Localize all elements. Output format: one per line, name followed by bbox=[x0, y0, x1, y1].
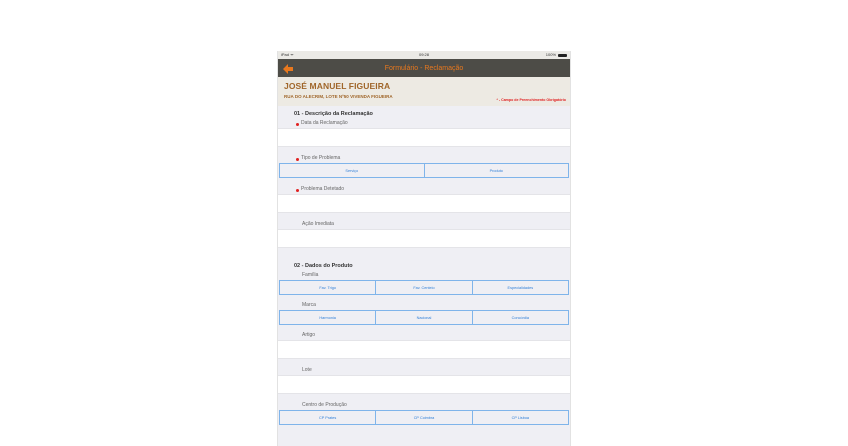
clock: 09:28 bbox=[418, 52, 429, 57]
battery-icon bbox=[558, 54, 567, 57]
label-text: Tipo de Problema bbox=[301, 155, 341, 161]
label-text: Problema Detetado bbox=[301, 186, 345, 192]
marca-segmented bbox=[279, 310, 569, 325]
tipo-problema-segmented bbox=[279, 163, 569, 178]
customer-name: JOSÉ MANUEL FIGUEIRA bbox=[284, 81, 391, 91]
page-title: Formulário - Reclamação bbox=[384, 64, 464, 72]
option-concordia[interactable]: Concórdia bbox=[511, 315, 529, 320]
option-servico[interactable]: Serviço bbox=[280, 164, 425, 177]
lote-field[interactable] bbox=[278, 375, 570, 394]
option-cp-lisboa[interactable]: CP Lisboa bbox=[511, 415, 530, 420]
artigo-field[interactable] bbox=[278, 340, 570, 359]
option-cp-prates[interactable]: CP Prates bbox=[280, 411, 376, 424]
label-marca: Marca bbox=[302, 302, 316, 308]
required-fields-note: * - Campo de Preenchimento Obrigatório bbox=[496, 98, 566, 102]
label-text: Data da Reclamação bbox=[301, 120, 348, 126]
centro-producao-segmented bbox=[279, 410, 569, 425]
battery-percent: 100% bbox=[545, 52, 556, 57]
label-lote: Lote bbox=[302, 367, 312, 373]
label-problema-detetado bbox=[278, 185, 570, 194]
label-data-reclamacao bbox=[278, 119, 570, 128]
option-especialidades[interactable]: Especialidades bbox=[507, 285, 534, 290]
option-cp-coimbra[interactable]: CP Coimbra bbox=[376, 411, 472, 424]
carrier-label: iPad ᯤ bbox=[281, 52, 294, 57]
section-title-produto: 02 - Dados do Produto bbox=[294, 263, 353, 269]
status-bar bbox=[278, 51, 570, 59]
label-tipo-problema bbox=[278, 154, 570, 163]
option-harmonia[interactable]: Harmonia bbox=[280, 311, 376, 324]
acao-imediata-field[interactable] bbox=[278, 229, 570, 248]
back-button[interactable] bbox=[282, 62, 294, 74]
arrow-left-icon bbox=[282, 63, 294, 75]
problema-detetado-field[interactable] bbox=[278, 194, 570, 213]
label-familia: Família bbox=[302, 272, 319, 278]
section-title-descricao: 01 - Descrição da Reclamação bbox=[294, 111, 373, 117]
battery-status bbox=[546, 51, 567, 59]
option-nacional[interactable]: Nacional bbox=[376, 311, 472, 324]
customer-header bbox=[278, 77, 570, 106]
data-reclamacao-field[interactable] bbox=[278, 128, 570, 147]
label-centro-producao: Centro de Produção bbox=[302, 402, 347, 408]
ipad-screen bbox=[277, 51, 571, 446]
familia-segmented bbox=[279, 280, 569, 295]
label-acao-imediata: Ação Imediata bbox=[302, 221, 334, 227]
option-fav-trigo[interactable]: Fav. Trigo bbox=[280, 281, 376, 294]
customer-address: RUA DO ALECRIM, LOTE Nº50 VIVENDA FIGUEIRA bbox=[284, 94, 393, 99]
option-fav-centeio[interactable]: Fav. Centeio bbox=[376, 281, 472, 294]
nav-bar bbox=[278, 59, 570, 77]
label-artigo: Artigo bbox=[302, 332, 316, 338]
option-produto[interactable]: Produto bbox=[489, 168, 503, 173]
